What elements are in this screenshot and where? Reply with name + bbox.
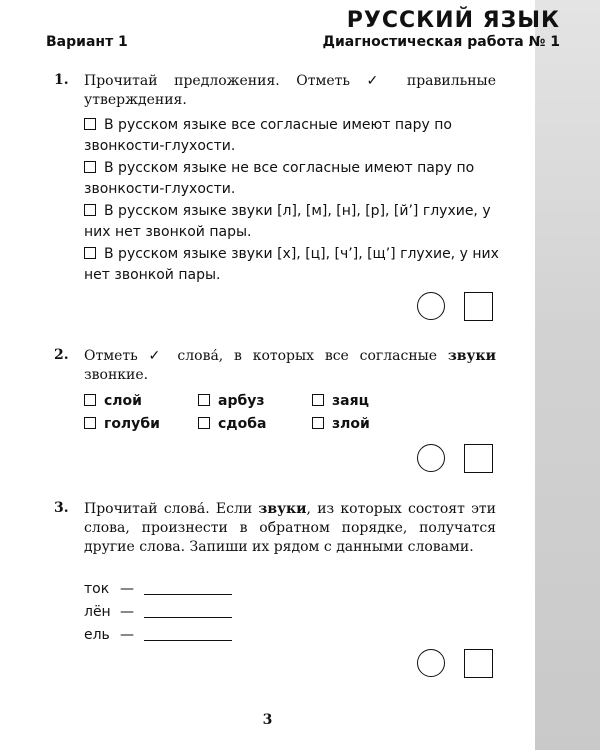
task-3-row: лён —: [84, 604, 232, 620]
answer-line[interactable]: [144, 593, 232, 595]
checkbox[interactable]: [312, 417, 324, 429]
subject-title: РУССКИЙ ЯЗЫК: [346, 8, 560, 33]
checkbox[interactable]: [198, 394, 210, 406]
checkbox[interactable]: [198, 417, 210, 429]
task-2-word[interactable]: слой: [84, 393, 142, 409]
task-3-text: Прочитай слова́. Если звуки, из которых состоят эти слова, произнести в обратном порядке, получатся другие слова. Запиши их рядом с данными словами.: [84, 501, 496, 555]
task-2-word[interactable]: заяц: [312, 393, 369, 409]
checkbox[interactable]: [312, 394, 324, 406]
checkbox[interactable]: [84, 204, 96, 216]
answer-line[interactable]: [144, 639, 232, 641]
task-1-option-1[interactable]: В русском языке все согласные имеют пару по звонкости-глухости.: [84, 117, 452, 154]
task-1-text: Прочитай предложения. Отметь ✓ правильные утверждения.: [84, 73, 496, 108]
checkbox[interactable]: [84, 417, 96, 429]
task-2-word[interactable]: голуби: [84, 416, 160, 432]
task-1-option-3[interactable]: В русском языке звуки [л], [м], [н], [р], [й’] глухие, у них нет звонкой пары.: [84, 203, 491, 240]
score-square: [464, 649, 493, 678]
task-1-option-2[interactable]: В русском языке не все согласные имеют пару по звонкости-глухости.: [84, 160, 475, 197]
score-square: [464, 292, 493, 321]
checkbox[interactable]: [84, 247, 96, 259]
task-3-row: ель —: [84, 627, 232, 643]
task-1-option-4[interactable]: В русском языке звуки [х], [ц], [ч’], [щ’] глухие, у них нет звонкой пары.: [84, 246, 499, 283]
decorative-leaf-band: [535, 0, 600, 750]
score-square: [464, 444, 493, 473]
task-3-number: 3.: [54, 500, 69, 516]
score-circle: [417, 292, 445, 320]
score-circle: [417, 649, 445, 677]
task-2-word[interactable]: злой: [312, 416, 370, 432]
task-2-text: Отметь ✓ слова́, в которых все согласные звуки звонкие.: [84, 348, 496, 383]
task-2-number: 2.: [54, 347, 69, 363]
checkbox[interactable]: [84, 161, 96, 173]
checkbox[interactable]: [84, 118, 96, 130]
score-circle: [417, 444, 445, 472]
task-1-number: 1.: [54, 72, 69, 88]
task-2-word[interactable]: сдоба: [198, 416, 266, 432]
checkbox[interactable]: [84, 394, 96, 406]
task-2-word[interactable]: арбуз: [198, 393, 265, 409]
variant-label: Вариант 1: [46, 34, 128, 50]
page-number: 3: [262, 712, 273, 728]
work-title: Диагностическая работа № 1: [322, 34, 560, 50]
task-3-row: ток —: [84, 581, 232, 597]
answer-line[interactable]: [144, 616, 232, 618]
